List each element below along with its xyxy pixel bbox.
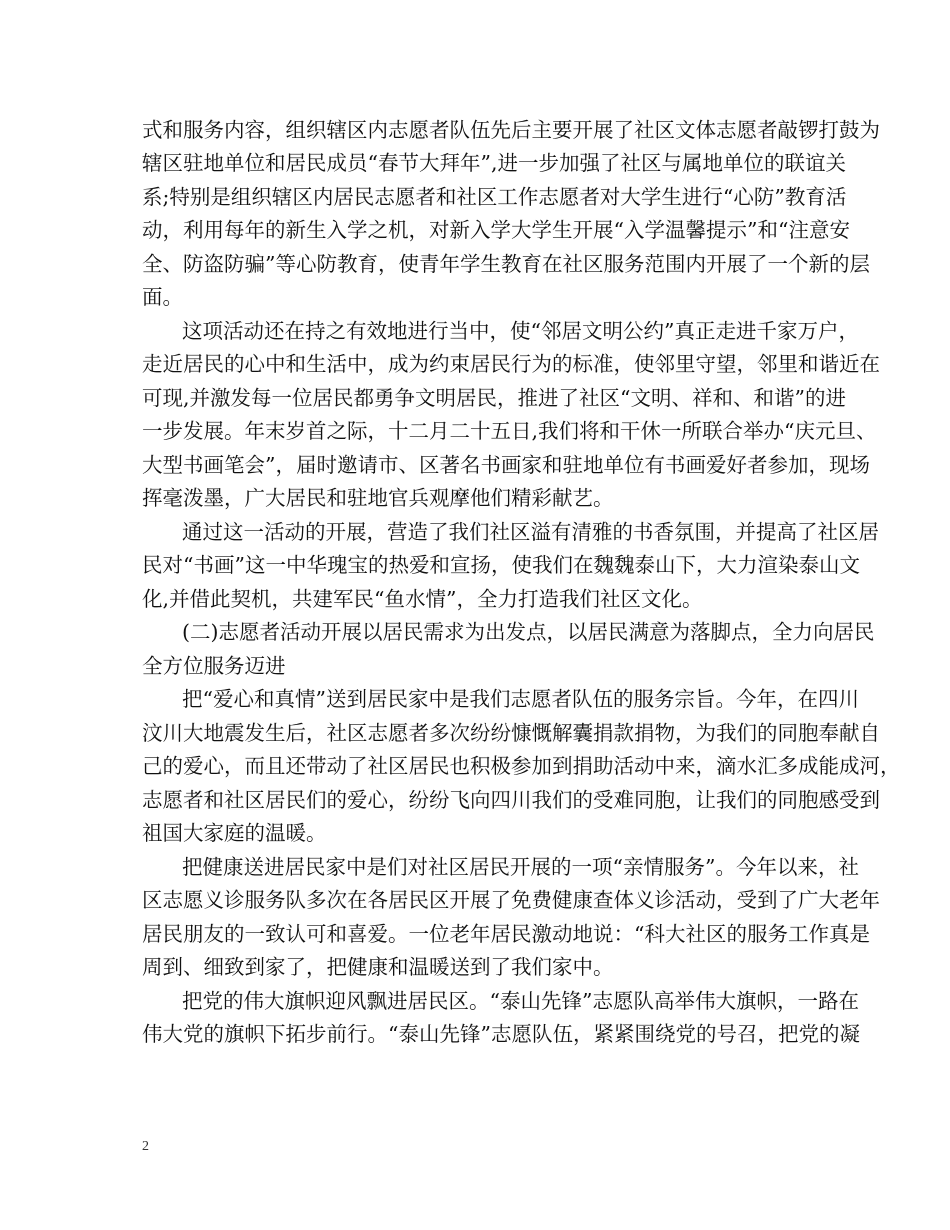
body-line: 这项活动还在持之有效地进行当中，使“邻居文明公约”真正走进千家万户， xyxy=(182,319,859,343)
body-line: 汶川大地震发生后，社区志愿者多次纷纷慷慨解囊捐款捐物，为我们的同胞奉献自 xyxy=(142,721,880,745)
body-line: 周到、细致到家了，把健康和温暖送到了我们家中。 xyxy=(142,955,614,979)
body-line: 走近居民的心中和生活中，成为约束居民行为的标准，使邻里守望，邻里和谐近在 xyxy=(142,352,880,376)
body-line: 己的爱心，而且还带动了社区居民也积极参加到捐助活动中来，滴水汇多成能成河， xyxy=(142,754,901,778)
body-line: 伟大党的旗帜下拓步前行。“泰山先锋”志愿队伍，紧紧围绕党的号召，把党的凝 xyxy=(142,1022,860,1046)
body-line: 大型书画笔会”，届时邀请市、区著名书画家和驻地单位有书画爱好者参加，现场 xyxy=(142,453,870,477)
body-line: 动，利用每年的新生入学之机，对新入学大学生开展“入学温馨提示”和“注意安 xyxy=(142,218,850,242)
section-heading-line: 全方位服务迈进 xyxy=(142,654,286,678)
body-line: 祖国大家庭的温暖。 xyxy=(142,821,327,845)
body-line: 可现,并激发每一位居民都勇争文明居民，推进了社区“文明、祥和、和谐”的进 xyxy=(142,386,846,410)
body-line: 居民朋友的一致认可和喜爱。一位老年居民激动地说：“科大社区的服务工作真是 xyxy=(142,922,870,946)
body-line: 辖区驻地单位和居民成员“春节大拜年”,进一步加强了社区与属地单位的联谊关 xyxy=(142,151,846,175)
body-line: 挥毫泼墨，广大居民和驻地官兵观摩他们精彩献艺。 xyxy=(142,486,614,510)
body-line: 全、防盗防骗”等心防教育，使青年学生教育在社区服务范围内开展了一个新的层 xyxy=(142,252,870,276)
body-line: 一步发展。年末岁首之际，十二月二十五日,我们将和干休一所联合举办“庆元旦、 xyxy=(142,419,877,443)
body-line: 系;特别是组织辖区内居民志愿者和社区工作志愿者对大学生进行“心防”教育活 xyxy=(142,185,847,209)
section-heading-line: (二)志愿者活动开展以居民需求为出发点，以居民满意为落脚点，全力向居民 xyxy=(182,620,875,644)
body-line: 志愿者和社区居民们的爱心，纷纷飞向四川我们的受难同胞，让我们的同胞感受到 xyxy=(142,788,880,812)
body-line: 民对“书画”这一中华瑰宝的热爱和宣扬，使我们在魏魏泰山下，大力渲染泰山文 xyxy=(142,553,860,577)
body-line: 区志愿义诊服务队多次在各居民区开展了免费健康查体义诊活动，受到了广大老年 xyxy=(142,888,880,912)
page-number: 2 xyxy=(142,1139,149,1154)
body-line: 把健康送进居民家中是们对社区居民开展的一项“亲情服务”。今年以来，社 xyxy=(182,855,859,879)
body-line: 通过这一活动的开展，营造了我们社区溢有清雅的书香氛围，并提高了社区居 xyxy=(182,520,879,544)
body-line: 面。 xyxy=(142,285,183,309)
body-line: 式和服务内容，组织辖区内志愿者队伍先后主要开展了社区文体志愿者敲锣打鼓为 xyxy=(142,118,880,142)
body-line: 把党的伟大旗帜迎风飘进居民区。“泰山先锋”志愿队高举伟大旗帜，一路在 xyxy=(182,989,859,1013)
body-line: 把“爱心和真情”送到居民家中是我们志愿者队伍的服务宗旨。今年，在四川 xyxy=(182,687,859,711)
body-line: 化,并借此契机，共建军民“鱼水情”，全力打造我们社区文化。 xyxy=(142,587,703,611)
